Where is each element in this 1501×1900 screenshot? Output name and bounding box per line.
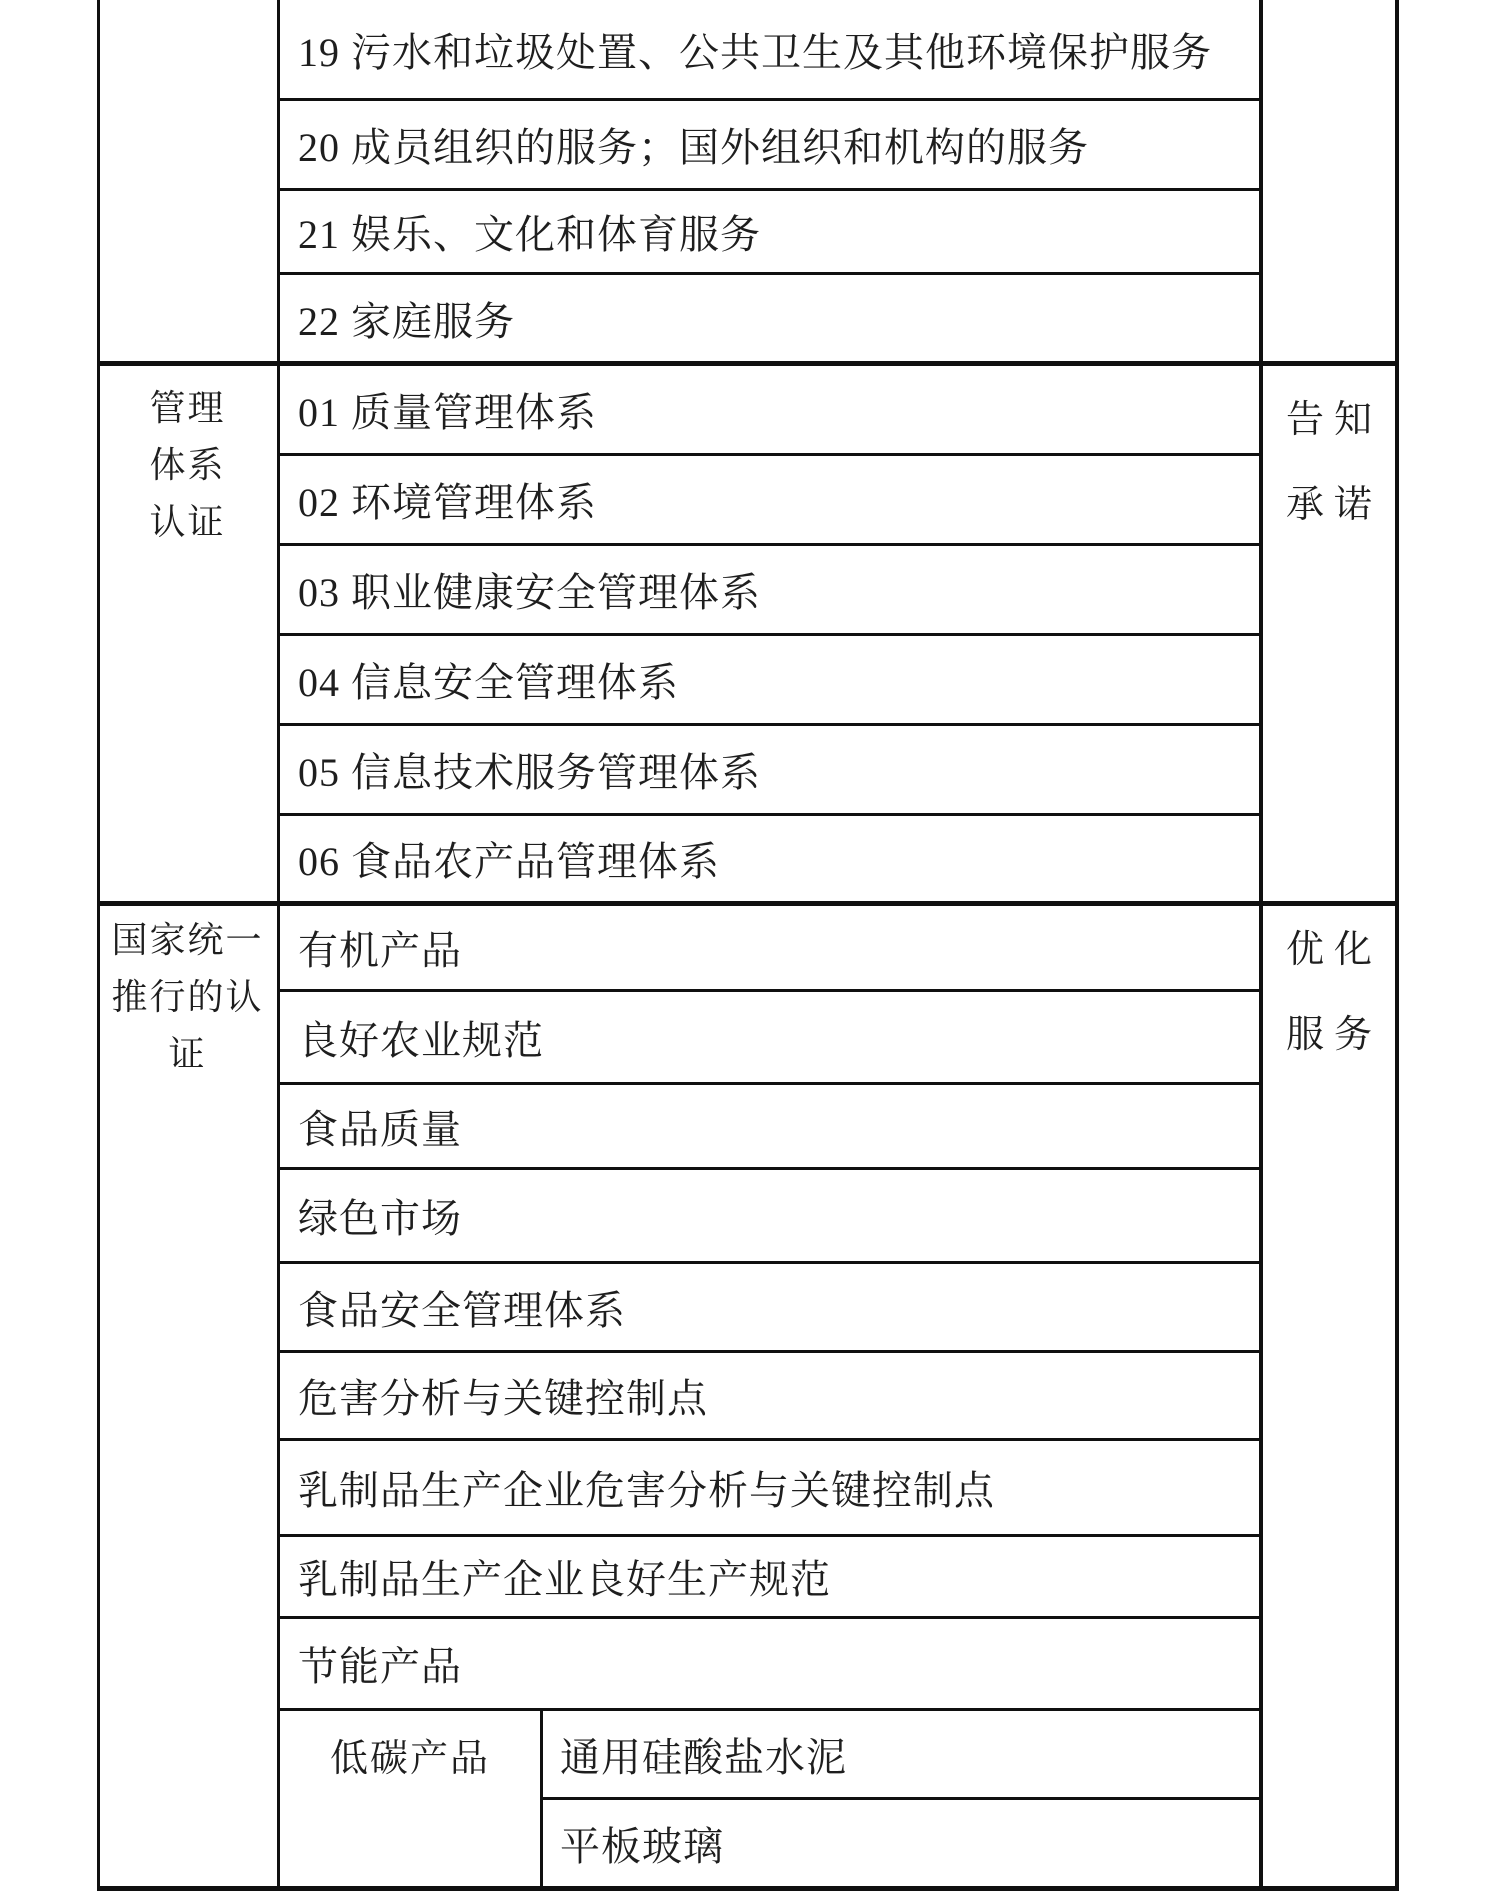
table-row: 03 职业健康安全管理体系	[298, 570, 761, 615]
table-row: 绿色市场	[298, 1196, 462, 1241]
mode-label-line: 优化	[1285, 929, 1382, 971]
table-row: 良好农业规范	[298, 1017, 544, 1063]
table-divider-mode	[1259, 0, 1263, 1891]
table-section-border	[97, 901, 1399, 906]
table-border-left	[97, 0, 100, 1891]
table-row: 有机产品	[298, 928, 462, 973]
table-line	[277, 1167, 1263, 1170]
table-border-right	[1395, 0, 1399, 1891]
cell-low-carbon-label: 低碳产品	[329, 1737, 490, 1780]
table-row: 19 污水和垃圾处置、公共卫生及其他环境保护服务	[298, 29, 1212, 75]
table-row: 食品质量	[298, 1106, 462, 1152]
table-row: 节能产品	[298, 1644, 462, 1689]
mode-label-line: 服务	[1285, 1014, 1382, 1056]
table-row: 通用硅酸盐水泥	[560, 1734, 847, 1780]
category-label-line: 推行的认	[111, 977, 264, 1017]
mode-label-line: 告知	[1285, 399, 1382, 441]
mode-label-line: 承诺	[1285, 484, 1382, 526]
table-row: 食品安全管理体系	[298, 1287, 626, 1333]
category-label-line: 管理	[149, 388, 226, 428]
table-row: 21 娱乐、文化和体育服务	[298, 212, 761, 257]
category-label-line: 证	[168, 1034, 207, 1074]
table-line	[540, 1797, 1263, 1800]
table-line	[277, 188, 1263, 191]
table-row: 乳制品生产企业危害分析与关键控制点	[298, 1468, 995, 1513]
category-label-management-system	[98, 380, 277, 551]
table-row: 05 信息技术服务管理体系	[298, 750, 761, 795]
table-line	[277, 989, 1263, 992]
table-border-bottom	[97, 1886, 1399, 1891]
table-line	[277, 1082, 1263, 1085]
table-row: 02 环境管理体系	[298, 480, 597, 525]
mode-label-notification-commitment	[1263, 378, 1395, 548]
table-row: 04 信息安全管理体系	[298, 660, 679, 705]
table-row: 22 家庭服务	[298, 298, 515, 344]
table-line	[277, 543, 1263, 546]
table-row: 乳制品生产企业良好生产规范	[298, 1557, 831, 1602]
table-line	[277, 453, 1263, 456]
table-row: 平板玻璃	[560, 1823, 724, 1869]
table-section-border	[97, 361, 1399, 366]
table-line	[277, 1261, 1263, 1264]
table-row: 06 食品农产品管理体系	[298, 839, 720, 884]
table-line	[277, 813, 1263, 816]
table-line	[277, 1534, 1263, 1537]
table-divider-category	[277, 0, 280, 1891]
table-line	[277, 1438, 1263, 1441]
table-row: 危害分析与关键控制点	[298, 1376, 708, 1421]
table-line	[277, 1616, 1263, 1619]
table-line	[277, 98, 1263, 101]
category-label-line: 国家统一	[111, 920, 264, 960]
table-line	[277, 633, 1263, 636]
table-line	[277, 1350, 1263, 1353]
table-line	[277, 723, 1263, 726]
category-label-national-unified	[98, 912, 277, 1083]
category-label-line: 体系	[149, 445, 226, 485]
category-label-line: 认证	[149, 502, 226, 542]
table-row: 20 成员组织的服务；国外组织和机构的服务	[298, 125, 1089, 170]
table-line	[277, 1708, 1263, 1711]
table-row: 01 质量管理体系	[298, 390, 597, 435]
table-line	[277, 272, 1263, 275]
mode-label-optimized-service	[1263, 908, 1395, 1078]
